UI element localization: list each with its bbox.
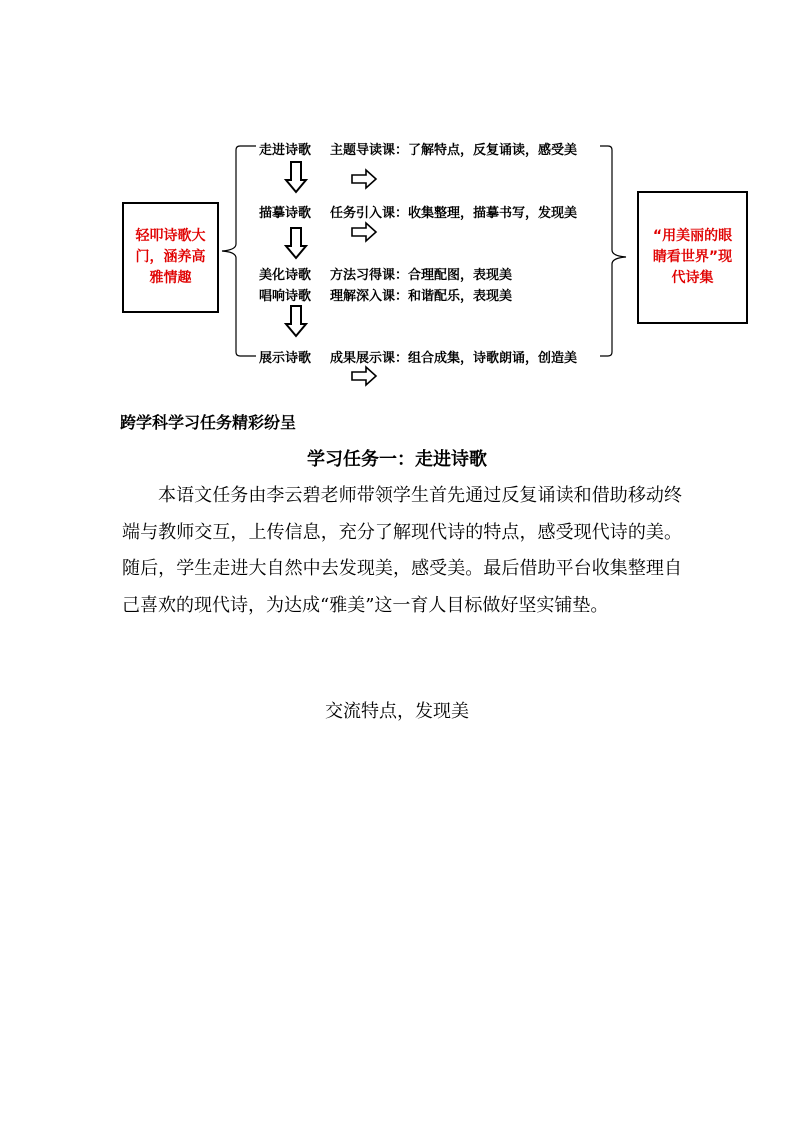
stage-name: 走进诗歌: [259, 143, 312, 158]
stage-desc: 成果展示课：组合成集，诗歌朗诵，创造美: [330, 351, 578, 366]
down-arrow-icon: [286, 228, 306, 258]
right-arrow-icon: [352, 223, 376, 241]
stage-name: 描摹诗歌: [259, 206, 312, 221]
stage-name: 美化诗歌: [259, 268, 312, 283]
down-arrow-icon: [286, 162, 306, 192]
stage-desc: 方法习得课：合理配图，表现美: [330, 268, 513, 283]
left-brace: [222, 146, 256, 356]
right-arrow-icon: [352, 170, 376, 188]
stage-desc: 任务引入课：收集整理，描摹书写，发现美: [330, 206, 578, 221]
right-arrow-icon: [352, 367, 376, 385]
stage-desc: 主题导读课：了解特点，反复诵读，感受美: [330, 143, 578, 158]
goal-box: [122, 202, 219, 313]
course-flow-diagram: [0, 0, 794, 400]
stage-name: 唱响诗歌: [259, 289, 312, 304]
section-heading: 跨学科学习任务精彩纷呈: [120, 413, 297, 432]
task-paragraph: 本语文任务由李云碧老师带领学生首先通过反复诵读和借助移动终端与教师交互，上传信息，充分了解现代诗的特点，感受现代诗的美。随后，学生走进大自然中去发现美，感受美。最后借助平台收集整理自己喜欢的现代诗，为达成“雅美”这一育人目标做好坚实铺垫。: [122, 485, 682, 616]
right-brace: [600, 146, 626, 356]
image-caption: 交流特点，发现美: [325, 701, 469, 722]
stage-name: 展示诗歌: [259, 351, 312, 366]
down-arrow-icon: [286, 306, 306, 336]
task-title: 学习任务一：走进诗歌: [307, 449, 487, 470]
stage-desc: 理解深入课：和谐配乐，表现美: [330, 289, 513, 304]
goal-text: 轻叩诗歌大门，涵养高雅情趣: [135, 228, 206, 286]
outcome-box: [637, 191, 748, 324]
outcome-text: “用美丽的眼睛看世界”现代诗集: [652, 228, 733, 286]
